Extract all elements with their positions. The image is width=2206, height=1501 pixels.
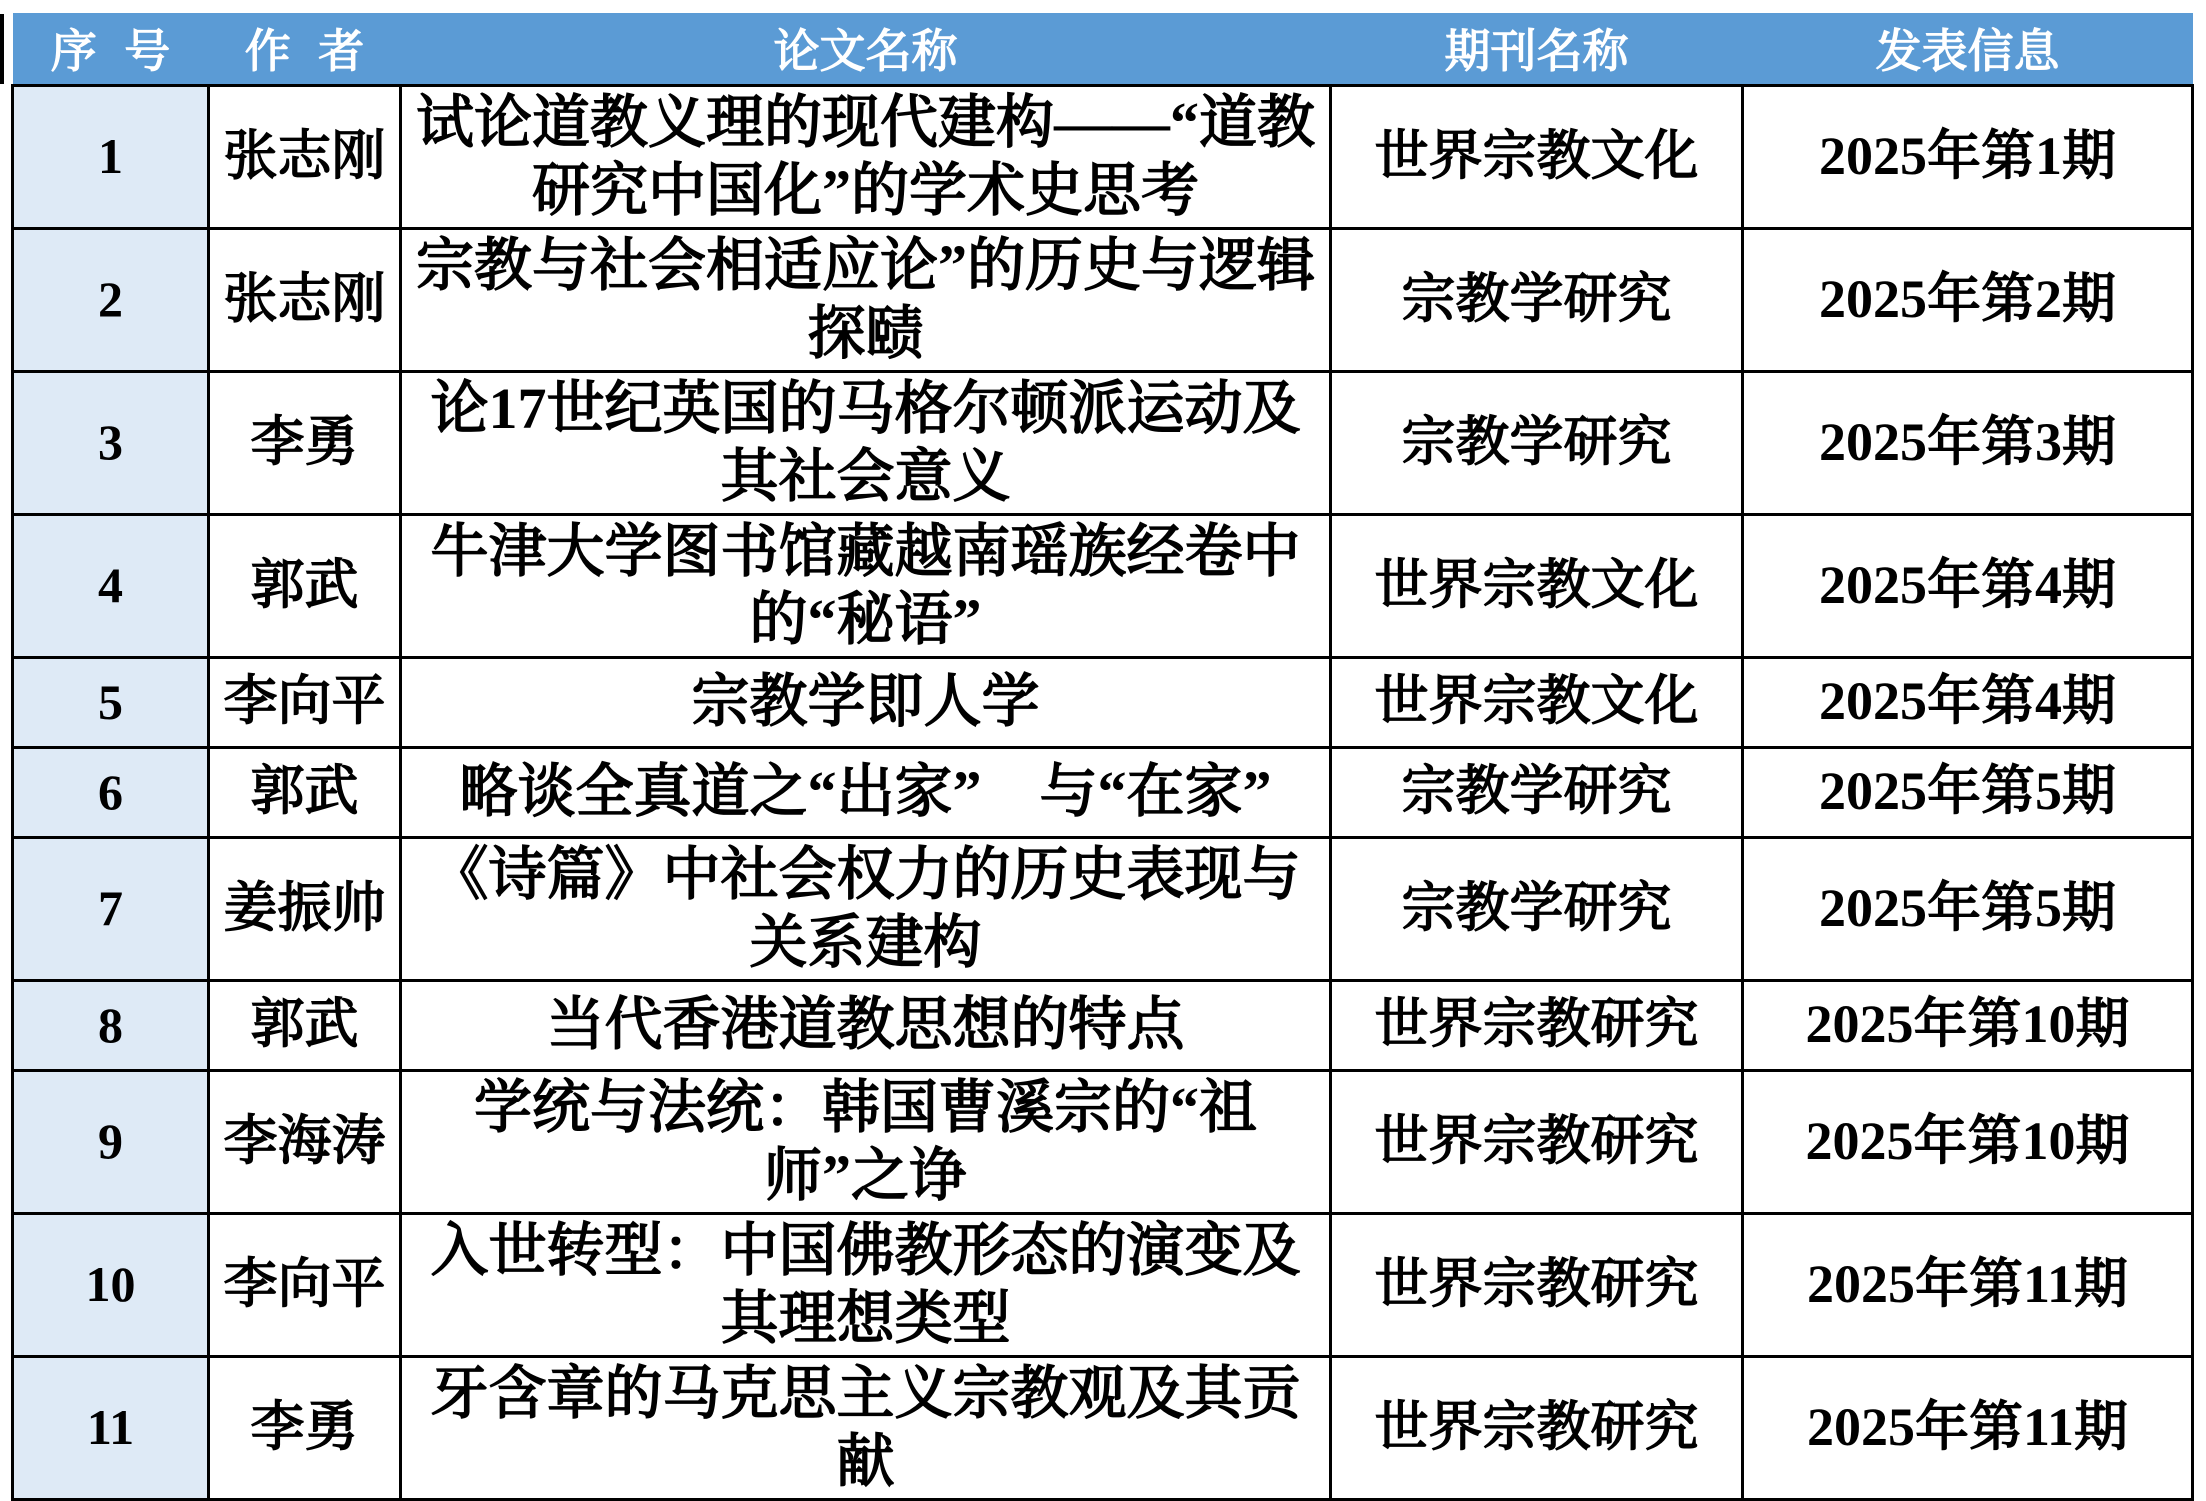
cell-no: 7	[13, 837, 209, 980]
cell-author: 李向平	[209, 1213, 401, 1356]
cell-journal: 宗教学研究	[1331, 371, 1743, 514]
cell-journal: 世界宗教研究	[1331, 980, 1743, 1070]
papers-table	[11, 13, 2194, 1501]
cell-pub-info: 2025年第1期	[1743, 85, 2193, 228]
cell-author: 李向平	[209, 657, 401, 747]
cell-no: 2	[13, 228, 209, 371]
header-journal: 期刊名称	[1331, 13, 1743, 85]
cell-no: 4	[13, 514, 209, 657]
cell-title: 入世转型：中国佛教形态的演变及其理想类型	[401, 1213, 1331, 1356]
cell-journal: 世界宗教文化	[1331, 85, 1743, 228]
cell-pub-info: 2025年第5期	[1743, 837, 2193, 980]
cell-author: 张志刚	[209, 85, 401, 228]
cell-journal: 世界宗教研究	[1331, 1356, 1743, 1499]
table-row	[13, 747, 2193, 837]
cell-pub-info: 2025年第10期	[1743, 980, 2193, 1070]
table-row	[13, 228, 2193, 371]
cell-author: 李海涛	[209, 1070, 401, 1213]
cell-author: 姜振帅	[209, 837, 401, 980]
cell-title: 论17世纪英国的马格尔顿派运动及其社会意义	[401, 371, 1331, 514]
cell-no: 10	[13, 1213, 209, 1356]
cell-title: 学统与法统：韩国曹溪宗的“祖师”之诤	[401, 1070, 1331, 1213]
cell-no: 9	[13, 1070, 209, 1213]
cell-pub-info: 2025年第4期	[1743, 657, 2193, 747]
cell-author: 郭武	[209, 514, 401, 657]
cell-title: 牛津大学图书馆藏越南瑶族经卷中的“秘语”	[401, 514, 1331, 657]
header-pub-info: 发表信息	[1743, 13, 2193, 85]
cell-title: 试论道教义理的现代建构——“道教研究中国化”的学术史思考	[401, 85, 1331, 228]
cell-no: 1	[13, 85, 209, 228]
cell-pub-info: 2025年第2期	[1743, 228, 2193, 371]
cell-title: 当代香港道教思想的特点	[401, 980, 1331, 1070]
cell-title: 宗教与社会相适应论”的历史与逻辑探赜	[401, 228, 1331, 371]
cell-pub-info: 2025年第11期	[1743, 1356, 2193, 1499]
cell-no: 11	[13, 1356, 209, 1499]
cell-author: 郭武	[209, 747, 401, 837]
table-row	[13, 837, 2193, 980]
cell-pub-info: 2025年第4期	[1743, 514, 2193, 657]
header-no: 序号	[13, 13, 209, 85]
cell-journal: 世界宗教文化	[1331, 657, 1743, 747]
cell-title: 略谈全真道之“出家” 与“在家”	[401, 747, 1331, 837]
cell-journal: 世界宗教研究	[1331, 1213, 1743, 1356]
cell-title: 牙含章的马克思主义宗教观及其贡献	[401, 1356, 1331, 1499]
cell-author: 李勇	[209, 1356, 401, 1499]
table-row	[13, 980, 2193, 1070]
table-row	[13, 85, 2193, 228]
table-row	[13, 1356, 2193, 1499]
header-title: 论文名称	[401, 13, 1331, 85]
cell-journal: 宗教学研究	[1331, 228, 1743, 371]
table-edge-artifact	[0, 14, 4, 84]
cell-pub-info: 2025年第3期	[1743, 371, 2193, 514]
cell-journal: 宗教学研究	[1331, 747, 1743, 837]
header-author: 作者	[209, 13, 401, 85]
cell-title: 宗教学即人学	[401, 657, 1331, 747]
table-row	[13, 657, 2193, 747]
cell-author: 张志刚	[209, 228, 401, 371]
cell-pub-info: 2025年第11期	[1743, 1213, 2193, 1356]
cell-no: 3	[13, 371, 209, 514]
table-row	[13, 371, 2193, 514]
table-row	[13, 514, 2193, 657]
cell-pub-info: 2025年第5期	[1743, 747, 2193, 837]
cell-no: 8	[13, 980, 209, 1070]
cell-journal: 宗教学研究	[1331, 837, 1743, 980]
cell-title: 《诗篇》中社会权力的历史表现与关系建构	[401, 837, 1331, 980]
table-row	[13, 1213, 2193, 1356]
header-row	[13, 13, 2193, 85]
table-row	[13, 1070, 2193, 1213]
cell-author: 郭武	[209, 980, 401, 1070]
cell-no: 5	[13, 657, 209, 747]
cell-journal: 世界宗教研究	[1331, 1070, 1743, 1213]
cell-pub-info: 2025年第10期	[1743, 1070, 2193, 1213]
cell-journal: 世界宗教文化	[1331, 514, 1743, 657]
cell-no: 6	[13, 747, 209, 837]
cell-author: 李勇	[209, 371, 401, 514]
